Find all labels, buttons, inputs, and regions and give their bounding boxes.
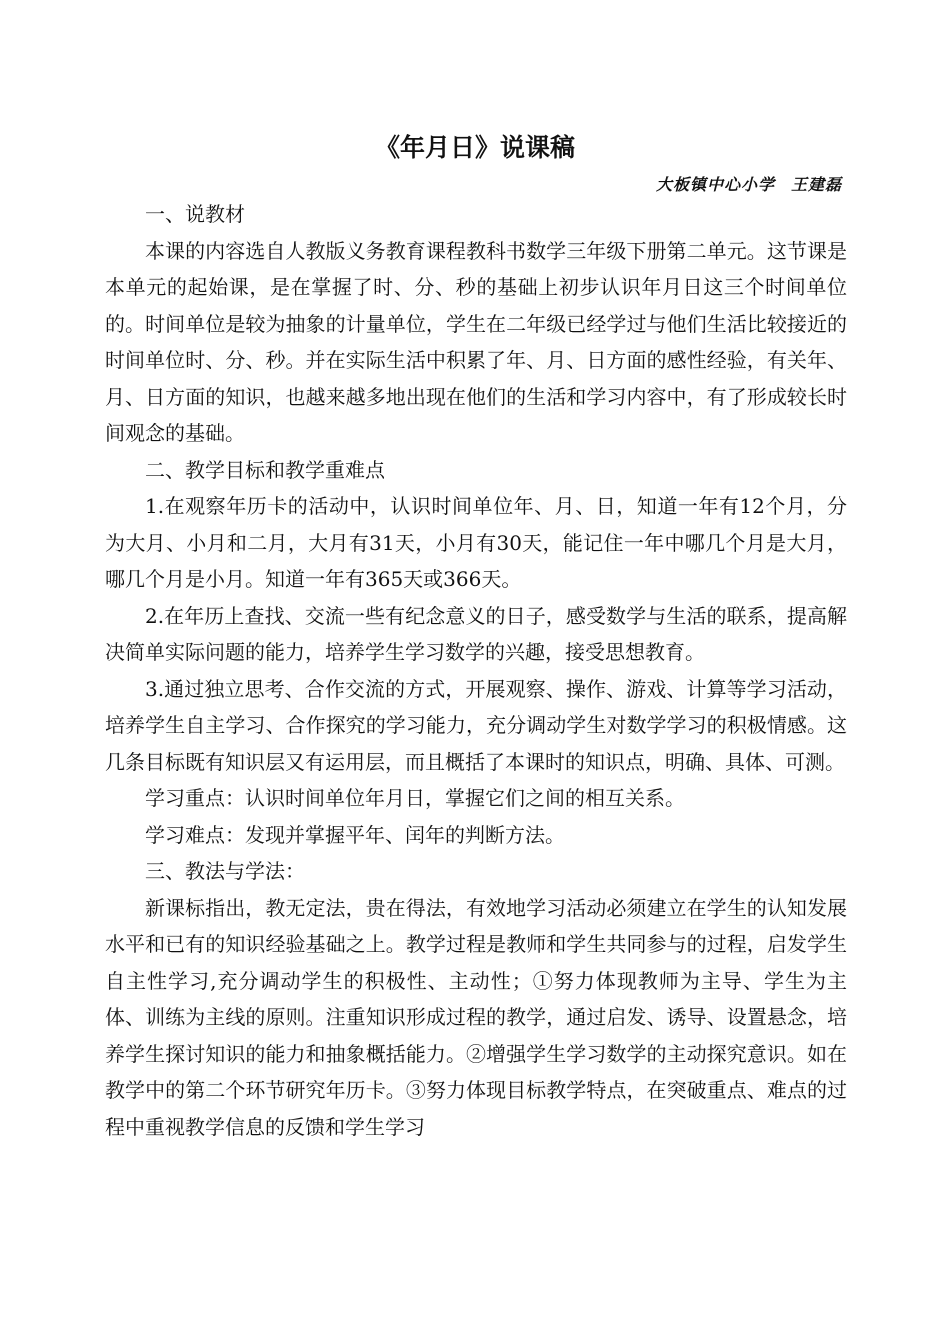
document-title: 《年月日》说课稿 [374,133,575,162]
difficult-point: 学习难点：发现并掌握平年、闰年的判断方法。 [145,822,565,847]
section-heading-methods: 三、教法与学法： [145,859,305,883]
goal-item-3: 3.通过独立思考、合作交流的方式，开展观察、操作、游戏、计算等学习活动，培养学生自主学习、合作探究的学习能力，充分调动学生对数学学习的积极情感。这几条目标既有知识层又有运用层，而且概括了本课时的知识点，明确、具体、可测。 [105,676,847,774]
paragraph-methods: 新课标指出，教无定法，贵在得法，有效地学习活动必须建立在学生的认知发展水平和已有的知识经验基础之上。教学过程是教师和学生共同参与的过程，启发学生自主性学习,充分调动学生的积极性、主动性；①努力体现教师为主导、学生为主体、训练为主线的原则。注重知识形成过程的教学，通过启发、诱导、设置悬念，培养学生探讨知识的能力和抽象概括能力。②增强学生学习数学的主动探究意识。如在教学中的第二个环节研究年历卡。③努力体现目标教学特点，在突破重点、难点的过程中重视教学信息的反馈和学生学习 [105,895,847,1139]
section-heading-textbook: 一、说教材 [145,202,245,226]
author-byline [656,172,842,198]
key-point: 学习重点：认识时间单位年月日，掌握它们之间的相互关系。 [145,786,685,810]
paragraph-textbook: 本课的内容选自人教版义务教育课程教科书数学三年级下册第二单元。这节课是本单元的起始课，是在掌握了时、分、秒的基础上初步认识年月日这三个时间单位的。时间单位是较为抽象的计量单位，学生在二年级已经学过与他们生活比较接近的时间单位时、分、秒。并在实际生活中积累了年、月、日方面的感性经验，有关年、月、日方面的知识，也越来越多地出现在他们的生活和学习内容中，有了形成较长时间观念的基础。 [105,238,847,445]
document-body [105,196,847,1145]
school-name: 大板镇中心小学 [655,175,775,194]
author-name: 王建磊 [790,175,842,194]
goal-item-1: 1.在观察年历卡的活动中，认识时间单位年、月、日，知道一年有12个月，分为大月、小月和二月，大月有31天，小月有30天，能记住一年中哪几个月是大月，哪几个月是小月。知道一年有365天或366天。 [105,494,847,591]
section-heading-goals: 二、教学目标和教学重难点 [145,457,385,482]
goal-item-2: 2.在年历上查找、交流一些有纪念意义的日子，感受数学与生活的联系，提高解决简单实际问题的能力，培养学生学习数学的兴趣，接受思想教育。 [105,603,847,664]
